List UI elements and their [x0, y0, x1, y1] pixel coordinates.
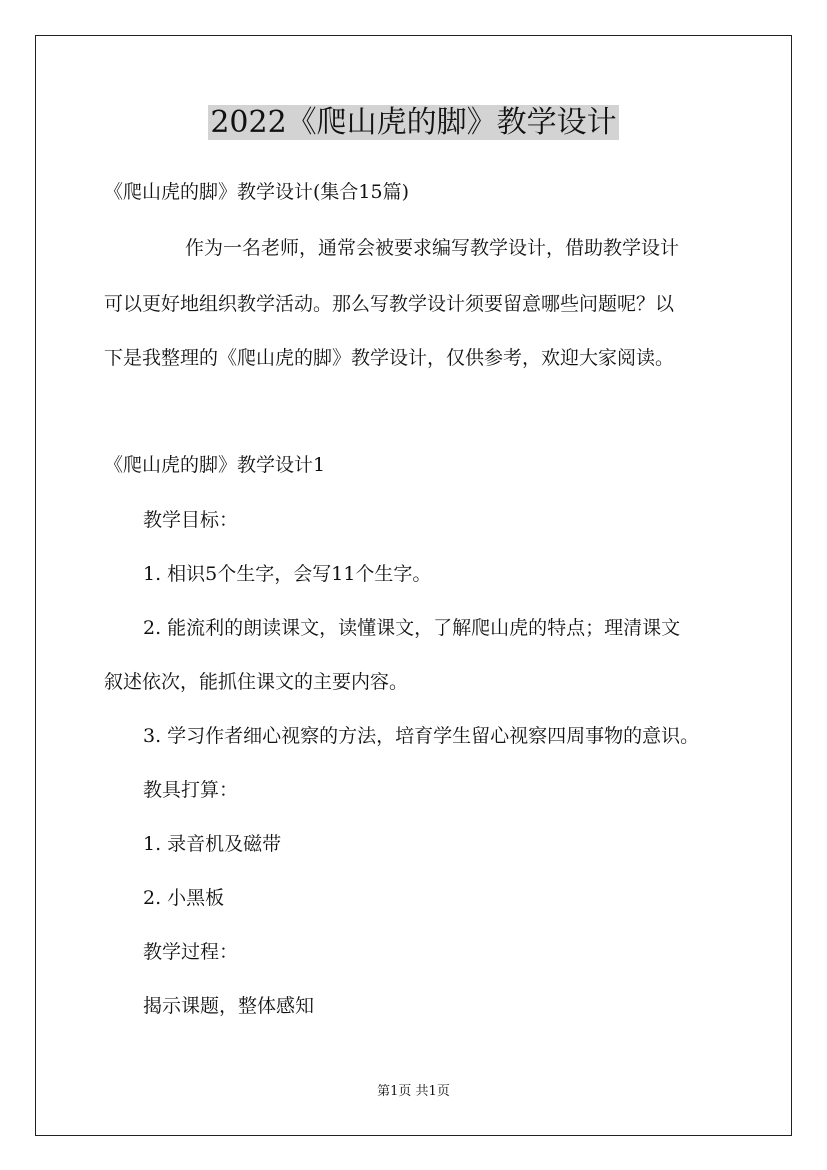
body-line: 2. 能流利的朗读课文，读懂课文，了解爬山虎的特点；理清课文: [143, 617, 681, 639]
section-heading: 《爬山虎的脚》教学设计1: [104, 454, 326, 476]
body-line: 2. 小黑板: [143, 887, 225, 909]
document-subtitle: 《爬山虎的脚》教学设计(集合15篇): [104, 181, 410, 203]
body-line: 教学过程：: [143, 941, 239, 963]
intro-line-3: 下是我整理的《爬山虎的脚》教学设计，仅供参考，欢迎大家阅读。: [104, 347, 675, 369]
page-footer: 第1页 共1页: [377, 1084, 450, 1099]
body-line: 教具打算：: [143, 779, 239, 801]
document-title-text: 2022《爬山虎的脚》教学设计: [210, 105, 617, 140]
body-line: 揭示课题，整体感知: [143, 995, 315, 1017]
body-line: 1. 录音机及磁带: [143, 833, 282, 855]
body-line: 1. 相识5个生字，会写11个生字。: [143, 563, 432, 585]
body-line: 教学目标：: [143, 509, 239, 531]
body-line: 叙述依次，能抓住课文的主要内容。: [104, 671, 409, 693]
intro-line-1: 作为一名老师，通常会被要求编写教学设计，借助教学设计: [185, 237, 680, 259]
document-title: [0, 100, 827, 146]
body-line: 3. 学习作者细心视察的方法，培育学生留心视察四周事物的意识。: [143, 725, 700, 747]
intro-line-2: 可以更好地组织教学活动。那么写教学设计须要留意哪些问题呢？以: [104, 293, 675, 315]
